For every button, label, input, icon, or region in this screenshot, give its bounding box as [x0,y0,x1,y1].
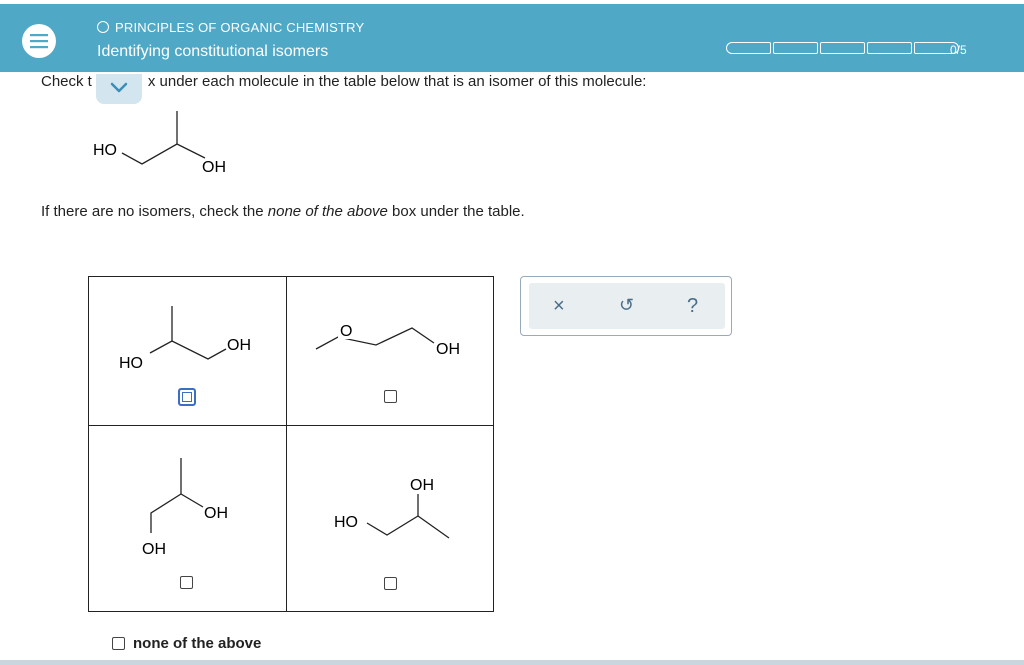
note-text-1: If there are no isomers, check the [41,203,268,220]
cell-3-oh-right-label: OH [204,505,228,522]
progress-label: 0/5 [950,43,967,57]
bottom-strip [0,660,1024,665]
cell-2-oh-label: OH [436,341,460,358]
cell-4-molecule [320,470,480,550]
cell-3-checkbox[interactable] [180,576,193,589]
page-title: Identifying constitutional isomers [97,43,329,60]
collapse-button[interactable] [96,74,142,104]
none-note [41,203,525,220]
menu-button[interactable] [22,24,56,58]
subject-label [97,20,364,35]
subject-text: PRINCIPLES OF ORGANIC CHEMISTRY [115,20,365,35]
progress-segment [820,42,865,54]
help-icon[interactable]: ? [687,295,699,317]
table-divider [286,276,287,612]
cell-3-oh-lower-label: OH [142,541,166,558]
cell-1-oh-label: OH [227,337,251,354]
status-circle-icon [97,21,109,33]
progress-segment [867,42,912,54]
none-label: none of the above [133,635,262,652]
note-text-2: box under the table. [387,203,525,220]
cell-2-molecule [300,305,480,375]
answer-tools [520,276,732,336]
none-checkbox[interactable] [112,637,125,650]
cell-4-ho-label: HO [334,514,358,531]
tools-panel [529,283,725,329]
target-oh-label: OH [202,159,226,176]
cell-2-o-label: O [340,323,353,340]
cell-3-molecule [130,450,270,560]
cell-2-checkbox[interactable] [384,390,397,403]
note-text-italic: none of the above [267,203,388,220]
progress-segment [726,42,771,54]
target-molecule [88,105,248,185]
top-bar [0,4,1024,72]
table-divider [88,425,494,426]
instruction-start: Check t [41,73,92,90]
cell-1-ho-label: HO [119,355,143,372]
cell-1-molecule [100,295,280,385]
target-ho-label: HO [93,142,117,159]
chevron-down-icon [110,82,128,94]
undo-icon[interactable]: ↺ [619,295,635,315]
cell-4-checkbox[interactable] [384,577,397,590]
cell-1-checkbox[interactable] [178,388,196,406]
hamburger-icon [30,33,48,49]
cell-4-oh-label: OH [410,477,434,494]
close-icon[interactable]: × [553,295,565,317]
progress-segment [773,42,818,54]
instruction-end: x under each molecule in the table below that is an isomer of this molecule: [147,73,647,90]
progress-bar [726,42,961,56]
